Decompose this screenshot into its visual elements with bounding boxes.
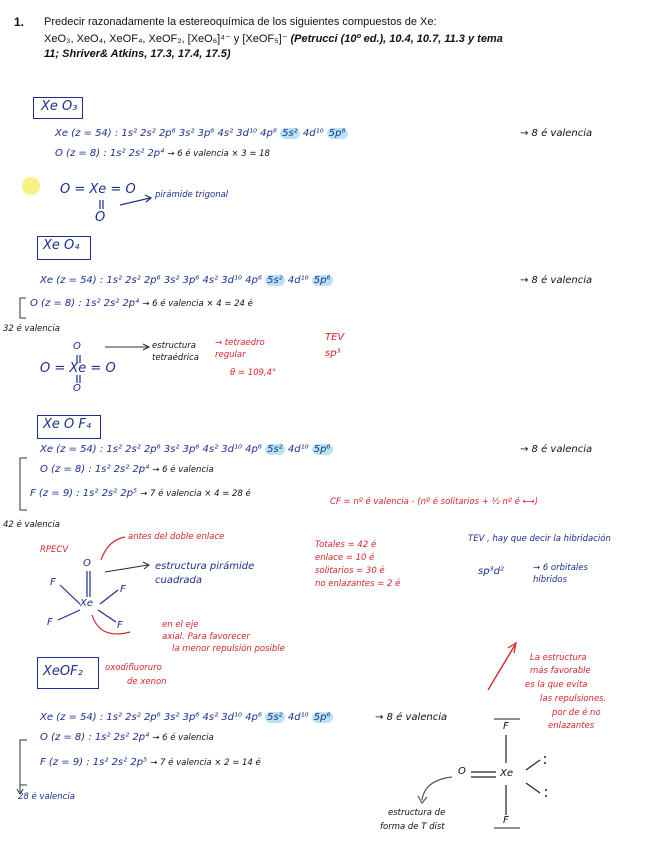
xeo4-shape: → tetraedro regular bbox=[215, 338, 265, 360]
valence-text: → 6 é valencia × 3 = 18 bbox=[167, 149, 270, 159]
double-bond-note: antes del doble enlace bbox=[128, 532, 225, 542]
xeo3-title: Xe O₃ bbox=[41, 99, 78, 114]
xeo3-xe-config bbox=[55, 128, 348, 139]
valence-text: → 6 é valencia × 4 = 24 é bbox=[142, 299, 253, 309]
compound-list: XeO₃, XeO₄, XeOF₄, XeOF₂, [XeO₆]⁴⁻ y [XeOF₅]⁻ bbox=[44, 33, 291, 45]
config-mid: 4d¹⁰ bbox=[287, 712, 309, 723]
xeof2-xe-config bbox=[40, 712, 333, 723]
axial-note-1: en el eje bbox=[162, 620, 199, 630]
xeof4-xe: Xe bbox=[80, 598, 94, 609]
xeo3-geometry: pirámide trigonal bbox=[155, 190, 229, 200]
xeof2-note-1: La estructura bbox=[530, 653, 587, 663]
formal-charge-formula: CF = nº é valencia - (nº é solitarios + ½ nº é ⟷) bbox=[330, 497, 539, 507]
valence-text: → 6 é valencia bbox=[152, 733, 214, 743]
xeof2-xe-valence: → 8 é valencia bbox=[375, 712, 448, 723]
xeof2-note-3: es la que evita bbox=[525, 680, 588, 690]
totals-line-2: enlace = 10 é bbox=[315, 553, 375, 563]
xeo4-total: 32 é valencia bbox=[3, 324, 60, 334]
tev-hybridization-note: TEV , hay que decir la hibridación bbox=[468, 534, 611, 544]
xeo4-xe-valence: → 8 é valencia bbox=[520, 275, 593, 286]
question-line-1: Predecir razonadamente la estereoquímica de los siguientes compuestos de Xe: bbox=[44, 16, 437, 28]
totals-line-1: Totales = 42 é bbox=[315, 540, 377, 550]
xeof2-note-4: las repulsiones. bbox=[540, 694, 607, 704]
xeo4-angle: θ = 109,4° bbox=[230, 368, 277, 378]
config-text: Xe (z = 54) : 1s² 2s² 2p⁶ 3s² 3p⁶ 4s² 3d¹⁰ 4p⁶ bbox=[40, 712, 262, 723]
config-text: Xe (z = 54) : 1s² 2s² 2p⁶ 3s² 3p⁶ 4s² 3d¹⁰ 4p⁶ bbox=[40, 275, 262, 286]
xeof4-o: O bbox=[83, 558, 91, 569]
highlight-5p: 5p⁶ bbox=[313, 444, 331, 455]
config-text: Xe (z = 54) : 1s² 2s² 2p⁶ 3s² 3p⁶ 4s² 3d¹⁰ 4p⁶ bbox=[40, 444, 262, 455]
xeof2-f-config bbox=[40, 757, 261, 768]
xeof2-xe: Xe bbox=[500, 768, 514, 779]
xeof4-orbitals: → 6 orbitales híbridos bbox=[533, 563, 588, 585]
xeo4-top-oxygen: O bbox=[73, 341, 81, 352]
xeof4-xe-valence: → 8 é valencia bbox=[520, 444, 593, 455]
xeo4-title: Xe O₄ bbox=[43, 238, 80, 253]
xeof4-total: 42 é valencia bbox=[3, 520, 60, 530]
xeo4-bottom-oxygen: O bbox=[73, 383, 81, 394]
highlight-5p: 5p⁶ bbox=[313, 712, 331, 723]
xeof4-title: Xe O F₄ bbox=[43, 417, 92, 432]
config-text: O (z = 8) : 1s² 2s² 2p⁴ bbox=[40, 732, 150, 743]
xeof2-note-2: más favorable bbox=[530, 666, 591, 676]
xeof2-note-5: por de é no bbox=[552, 708, 601, 718]
xeo3-xe-valence: → 8 é valencia bbox=[520, 128, 593, 139]
reference-1: (Petrucci (10º ed.), 10.4, 10.7, 11.3 y tema bbox=[290, 33, 503, 45]
xeof4-geometry: estructura pirámide cuadrada bbox=[155, 561, 255, 586]
totals-line-3: solitarios = 30 é bbox=[315, 566, 385, 576]
config-text: F (z = 9) : 1s² 2s² 2p⁵ bbox=[40, 757, 148, 768]
question-number: 1. bbox=[14, 15, 25, 29]
xeof2-name-1: oxodifluoruro bbox=[105, 663, 162, 673]
xeof4-f3: F bbox=[47, 617, 53, 628]
valence-text: → 7 é valencia × 4 = 28 é bbox=[140, 489, 251, 499]
xeof2-o: O bbox=[458, 766, 466, 777]
xeof4-xe-config bbox=[40, 444, 333, 455]
axial-note-2: axial. Para favorecer bbox=[162, 632, 250, 642]
highlight-5s: 5s² bbox=[267, 444, 283, 455]
reference-2: 11; Shriver& Atkins, 17.3, 17.4, 17.5) bbox=[44, 48, 231, 60]
highlight-5s: 5s² bbox=[267, 275, 283, 286]
config-mid: 4d¹⁰ bbox=[287, 275, 309, 286]
valence-text: → 7 é valencia × 2 = 14 é bbox=[150, 758, 261, 768]
xeo4-tev: TEV bbox=[325, 332, 345, 343]
xeo4-geometry-label: estructura tetraédrica bbox=[152, 341, 199, 363]
rpecv-label: RPECV bbox=[40, 545, 69, 555]
xeo3-structure: O = Xe = O bbox=[60, 182, 136, 197]
xeo4-structure: O = Xe = O bbox=[40, 361, 116, 376]
xeo4-xe-config bbox=[40, 275, 333, 286]
config-text: O (z = 8) : 1s² 2s² 2p⁴ bbox=[30, 298, 140, 309]
xeof2-title: XeOF₂ bbox=[43, 664, 83, 679]
config-mid: 4d¹⁰ bbox=[287, 444, 309, 455]
xeof4-f-config bbox=[30, 488, 251, 499]
xeof4-f2: F bbox=[120, 584, 126, 595]
xeo4-hybrid: sp³ bbox=[325, 348, 341, 359]
highlight-5p: 5p⁶ bbox=[328, 128, 346, 139]
xeof2-f-bottom: F bbox=[503, 815, 509, 826]
valence-text: → 6 é valencia bbox=[152, 465, 214, 475]
xeof2-total: 28 é valencia bbox=[18, 792, 75, 802]
config-text: O (z = 8) : 1s² 2s² 2p⁴ bbox=[55, 148, 165, 159]
xeof4-o-config bbox=[40, 464, 214, 475]
axial-note-3: la menor repulsión posible bbox=[172, 644, 285, 654]
xeof4-hybrid: sp³d² bbox=[478, 566, 504, 577]
highlight-5s: 5s² bbox=[267, 712, 283, 723]
xeof2-name-2: de xenon bbox=[127, 677, 167, 687]
config-mid: 4d¹⁰ bbox=[302, 128, 324, 139]
config-text: F (z = 9) : 1s² 2s² 2p⁵ bbox=[30, 488, 138, 499]
config-text: Xe (z = 54) : 1s² 2s² 2p⁶ 3s² 3p⁶ 4s² 3d¹⁰ 4p⁶ bbox=[55, 128, 277, 139]
xeo4-o-config bbox=[30, 298, 253, 309]
xeof2-o-config bbox=[40, 732, 214, 743]
totals-line-4: no enlazantes = 2 é bbox=[315, 579, 401, 589]
highlight-5s: 5s² bbox=[282, 128, 298, 139]
xeof4-f1: F bbox=[50, 577, 56, 588]
xeo3-o-config bbox=[55, 148, 270, 159]
xeof2-note-6: enlazantes bbox=[548, 721, 595, 731]
xeof2-f-top: F bbox=[503, 721, 509, 732]
xeof2-form-1: estructura de bbox=[388, 808, 446, 818]
xeof2-form-2: forma de T dist bbox=[380, 822, 445, 832]
highlight-5p: 5p⁶ bbox=[313, 275, 331, 286]
xeof4-f4: F bbox=[117, 620, 123, 631]
config-text: O (z = 8) : 1s² 2s² 2p⁴ bbox=[40, 464, 150, 475]
xeo3-bottom-oxygen: O bbox=[95, 210, 106, 225]
